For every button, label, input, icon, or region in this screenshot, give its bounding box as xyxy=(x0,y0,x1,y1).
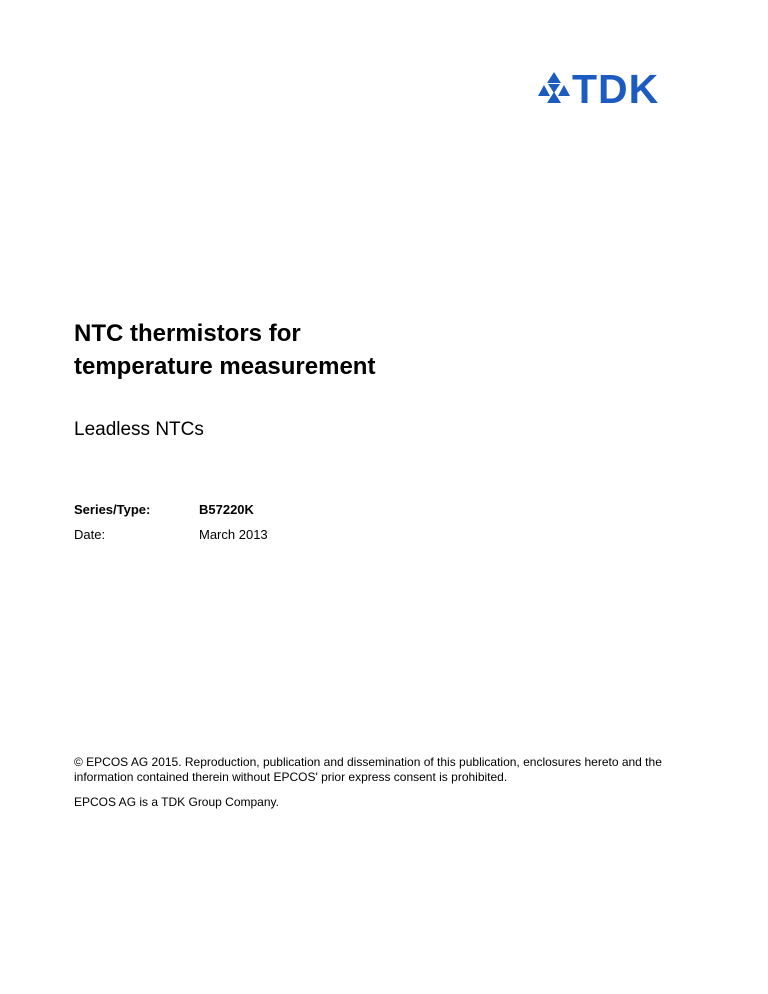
legal-line-2: information contained therein without EPCOS' prior express consent is prohibited. xyxy=(74,770,508,784)
date-label: Date: xyxy=(74,527,106,542)
legal-notice xyxy=(74,755,704,785)
legal-line-1: © EPCOS AG 2015. Reproduction, publication and dissemination of this publication, enclosures hereto and the xyxy=(74,755,662,769)
tdk-logo xyxy=(538,66,698,112)
tdk-emblem-icon xyxy=(538,70,572,108)
title-line-1: NTC thermistors for xyxy=(74,320,301,347)
tdk-wordmark: TDK xyxy=(572,66,660,112)
document-title xyxy=(74,317,375,383)
title-line-2: temperature measurement xyxy=(74,353,376,380)
company-note: EPCOS AG is a TDK Group Company. xyxy=(74,795,279,809)
series-value: B57220K xyxy=(199,502,254,517)
date-value: March 2013 xyxy=(199,527,268,542)
document-subtitle: Leadless NTCs xyxy=(74,419,204,440)
series-label: Series/Type: xyxy=(74,502,151,517)
